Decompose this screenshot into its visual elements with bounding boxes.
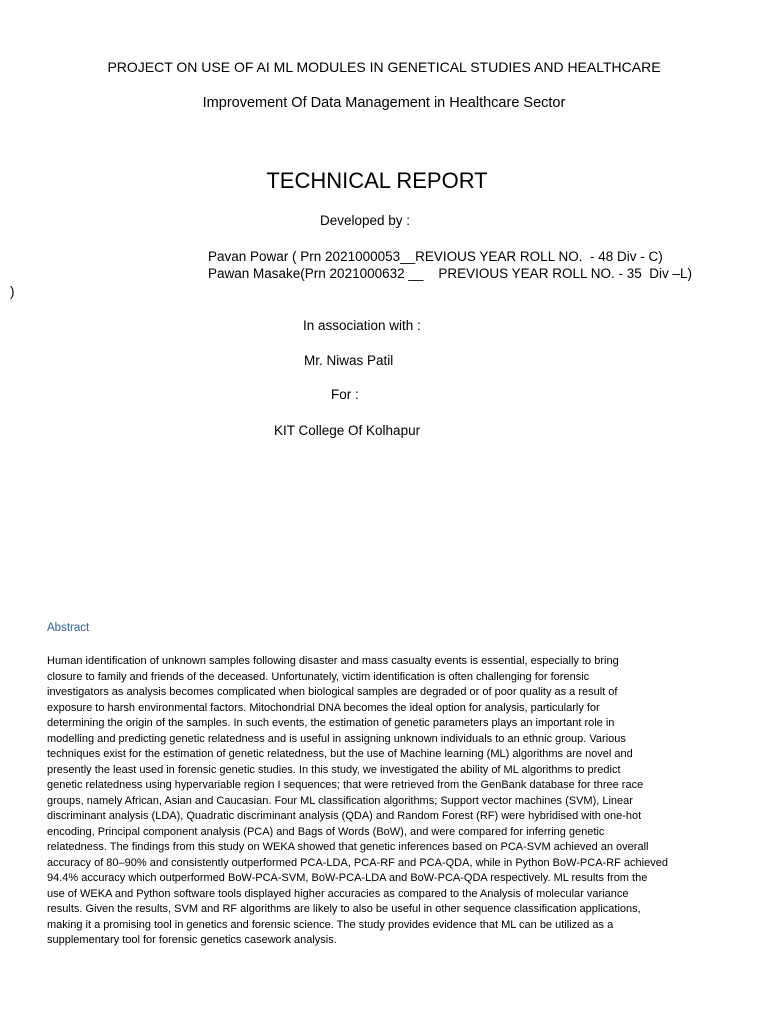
abstract-line: presently the least used in forensic genetic studies. In this study, we investigated the ability of ML algorithms to predict [47,763,621,776]
abstract-line: discriminant analysis (LDA), Quadratic discriminant analysis (QDA) and Random Forest (RF) were hybridised with one-hot [47,810,642,822]
abstract-line: 94.4% accuracy which outperformed BoW-PCA-SVM, BoW-PCA-LDA and BoW-PCA-QDA respectively. ML results from the [47,872,648,884]
college-name: KIT College Of Kolhapur [274,423,421,438]
author-line: Pavan Powar ( Prn 2021000053__REVIOUS YEAR ROLL NO. - 48 Div - C) [208,249,663,264]
abstract-line: closure to family and friends of the deceased. Unfortunately, victim identification is often challenging for forensic [47,670,590,683]
abstract-line: making it a promising tool in genetics and forensic science. The study provides evidence that ML can be utilized as a [47,918,614,931]
abstract-line: groups, namely African, Asian and Caucasian. Four ML classification algorithms; Support vector machines (SVM), Linear [47,794,633,807]
abstract-line: supplementary tool for forensic genetics casework analysis. [47,934,337,946]
author-line: Pawan Masake(Prn 2021000632 __ PREVIOUS YEAR ROLL NO. - 35 Div –L) [208,266,692,281]
abstract-line: exposure to harsh environmental factors. Mitochondrial DNA becomes the ideal option for analysis, particularly for [47,701,600,714]
report-title: TECHNICAL REPORT [266,168,488,193]
developed-by-label: Developed by : [320,213,411,228]
abstract-line: investigators as analysis becomes complicated when biological samples are degraded or of poor quality as a result of [47,686,618,698]
abstract-heading: Abstract [47,622,90,634]
subtitle: Improvement Of Data Management in Healthcare Sector [202,95,566,111]
abstract-line: genetic relatedness using hypervariable region I sequences; that were retrieved from the GenBank database for three race [47,779,644,791]
abstract-line: determining the origin of the samples. In such events, the estimation of genetic parameters plays an important role in [47,717,615,729]
abstract-line: techniques exist for the estimation of genetic relatedness, but the use of Machine learning (ML) algorithms are novel and [47,748,633,760]
abstract-line: results. Given the results, SVM and RF algorithms are likely to also be useful in other sequence classification applications, [47,903,641,915]
stray-character: ) [10,284,15,299]
abstract-line: encoding, Principal component analysis (PCA) and Bags of Words (BoW), and were compared for inferring genetic [47,825,605,838]
for-label: For : [331,387,359,402]
abstract-line: use of WEKA and Python software tools displayed higher accuracies as compared to the Analysis of molecular variance [47,887,629,900]
abstract-line: Human identification of unknown samples following disaster and mass casualty events is essential, especially to bring [47,655,619,667]
abstract-body [47,654,707,949]
association-label: In association with : [303,318,421,333]
mentor-name: Mr. Niwas Patil [304,353,394,368]
abstract-line: accuracy of 80–90% and consistently outperformed PCA-LDA, PCA-RF and PCA-QDA, while in Python BoW-PCA-RF achieved [47,856,668,869]
abstract-line: relatedness. The findings from this study on WEKA showed that genetic inferences based on PCA-SVM achieved an overall [47,841,649,853]
project-title: PROJECT ON USE OF AI ML MODULES IN GENETICAL STUDIES AND HEALTHCARE [107,59,661,75]
abstract-line: modelling and predicting genetic relatedness and is useful in assigning unknown individuals to an ethnic group. Various [47,732,626,745]
